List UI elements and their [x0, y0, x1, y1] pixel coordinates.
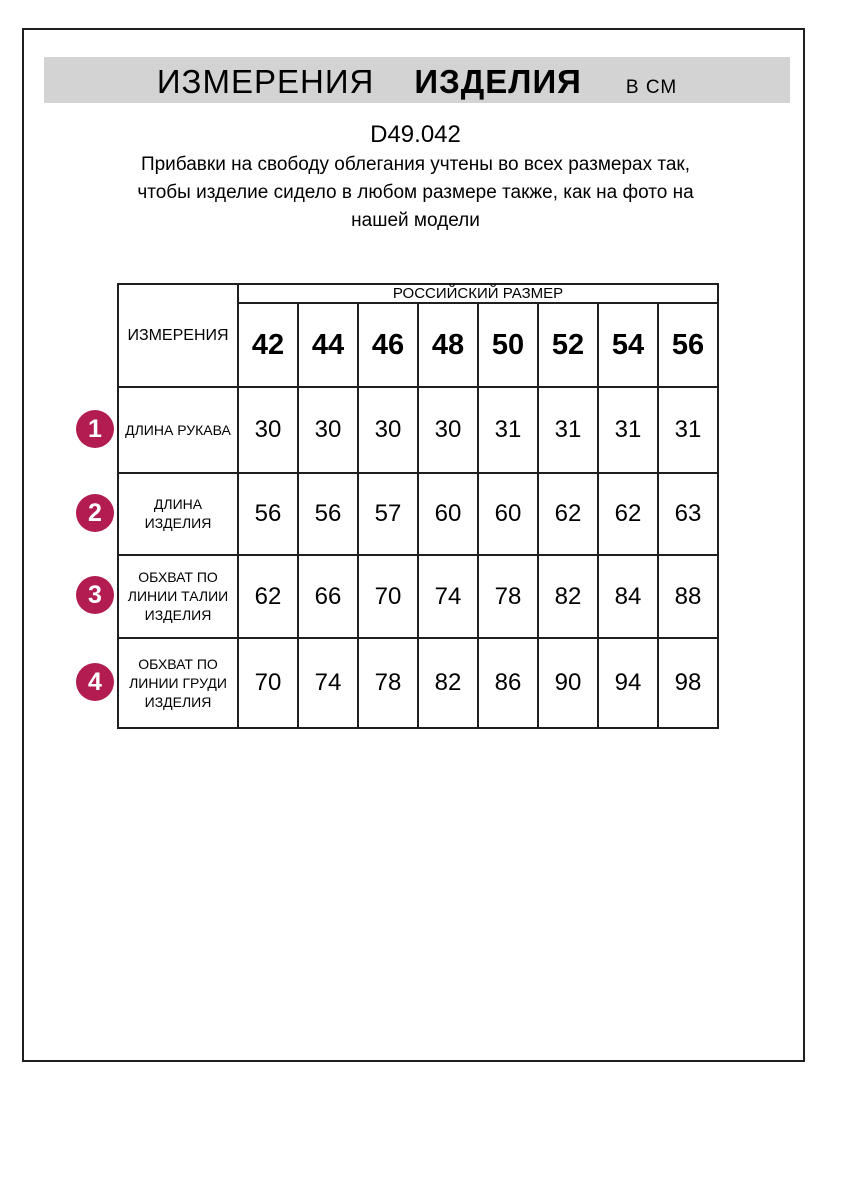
fit-note-text: Прибавки на свободу облегания учтены во всех размерах так, чтобы изделие сидело в любом размере также, как на фото на нашей модели: [137, 154, 694, 231]
table-cell: 94: [598, 638, 658, 728]
size-header-42: 42: [238, 303, 298, 387]
table-cell: 62: [598, 473, 658, 555]
size-header-44: 44: [298, 303, 358, 387]
table-row-waist-girth: [118, 555, 718, 638]
table-cell: 84: [598, 555, 658, 638]
table-cell: 86: [478, 638, 538, 728]
row-marker-badge-1: 1: [76, 410, 114, 448]
table-row-sleeve-length: [118, 387, 718, 473]
page-title-bar: [44, 57, 790, 103]
table-cell: 56: [238, 473, 298, 555]
row-label-item-length: ДЛИНА ИЗДЕЛИЯ: [118, 473, 238, 555]
row-marker-badge-3: 3: [76, 576, 114, 614]
table-cell: 31: [658, 387, 718, 473]
table-cell: 56: [298, 473, 358, 555]
product-code: D49.042: [370, 121, 461, 148]
row-marker-badge-2: 2: [76, 494, 114, 532]
table-cell: 98: [658, 638, 718, 728]
table-row-chest-girth: [118, 638, 718, 728]
table-cell: 88: [658, 555, 718, 638]
table-cell: 70: [238, 638, 298, 728]
table-cell: 62: [238, 555, 298, 638]
table-row-item-length: [118, 473, 718, 555]
corner-header-measurements: ИЗМЕРЕНИЯ: [118, 284, 238, 387]
table-cell: 78: [358, 638, 418, 728]
size-header-46: 46: [358, 303, 418, 387]
group-header-russian-size: РОССИЙСКИЙ РАЗМЕР: [238, 284, 718, 303]
title-measurements: ИЗМЕРЕНИЯ: [156, 63, 375, 100]
row-label-waist-girth: ОБХВАТ ПО ЛИНИИ ТАЛИИ ИЗДЕЛИЯ: [118, 555, 238, 638]
table-cell: 60: [478, 473, 538, 555]
fit-note-container: [22, 151, 809, 235]
row-label-sleeve-length: ДЛИНА РУКАВА: [118, 387, 238, 473]
title-unit-cm: В СМ: [625, 77, 678, 98]
table-cell: 30: [418, 387, 478, 473]
size-header-48: 48: [418, 303, 478, 387]
table-cell: 70: [358, 555, 418, 638]
size-header-54: 54: [598, 303, 658, 387]
size-table: [117, 283, 719, 729]
size-header-56: 56: [658, 303, 718, 387]
row-label-chest-girth: ОБХВАТ ПО ЛИНИИ ГРУДИ ИЗДЕЛИЯ: [118, 638, 238, 728]
table-header-group-row: [118, 284, 718, 303]
table-cell: 31: [478, 387, 538, 473]
size-header-52: 52: [538, 303, 598, 387]
row-marker-badge-4: 4: [76, 663, 114, 701]
table-cell: 30: [358, 387, 418, 473]
table-cell: 31: [598, 387, 658, 473]
table-cell: 82: [538, 555, 598, 638]
size-header-50: 50: [478, 303, 538, 387]
table-cell: 62: [538, 473, 598, 555]
table-cell: 30: [298, 387, 358, 473]
table-cell: 90: [538, 638, 598, 728]
table-cell: 57: [358, 473, 418, 555]
table-cell: 74: [298, 638, 358, 728]
table-cell: 31: [538, 387, 598, 473]
table-cell: 63: [658, 473, 718, 555]
table-cell: 60: [418, 473, 478, 555]
table-cell: 74: [418, 555, 478, 638]
table-cell: 66: [298, 555, 358, 638]
table-cell: 78: [478, 555, 538, 638]
title-product: ИЗДЕЛИЯ: [414, 63, 582, 100]
table-cell: 30: [238, 387, 298, 473]
table-cell: 82: [418, 638, 478, 728]
